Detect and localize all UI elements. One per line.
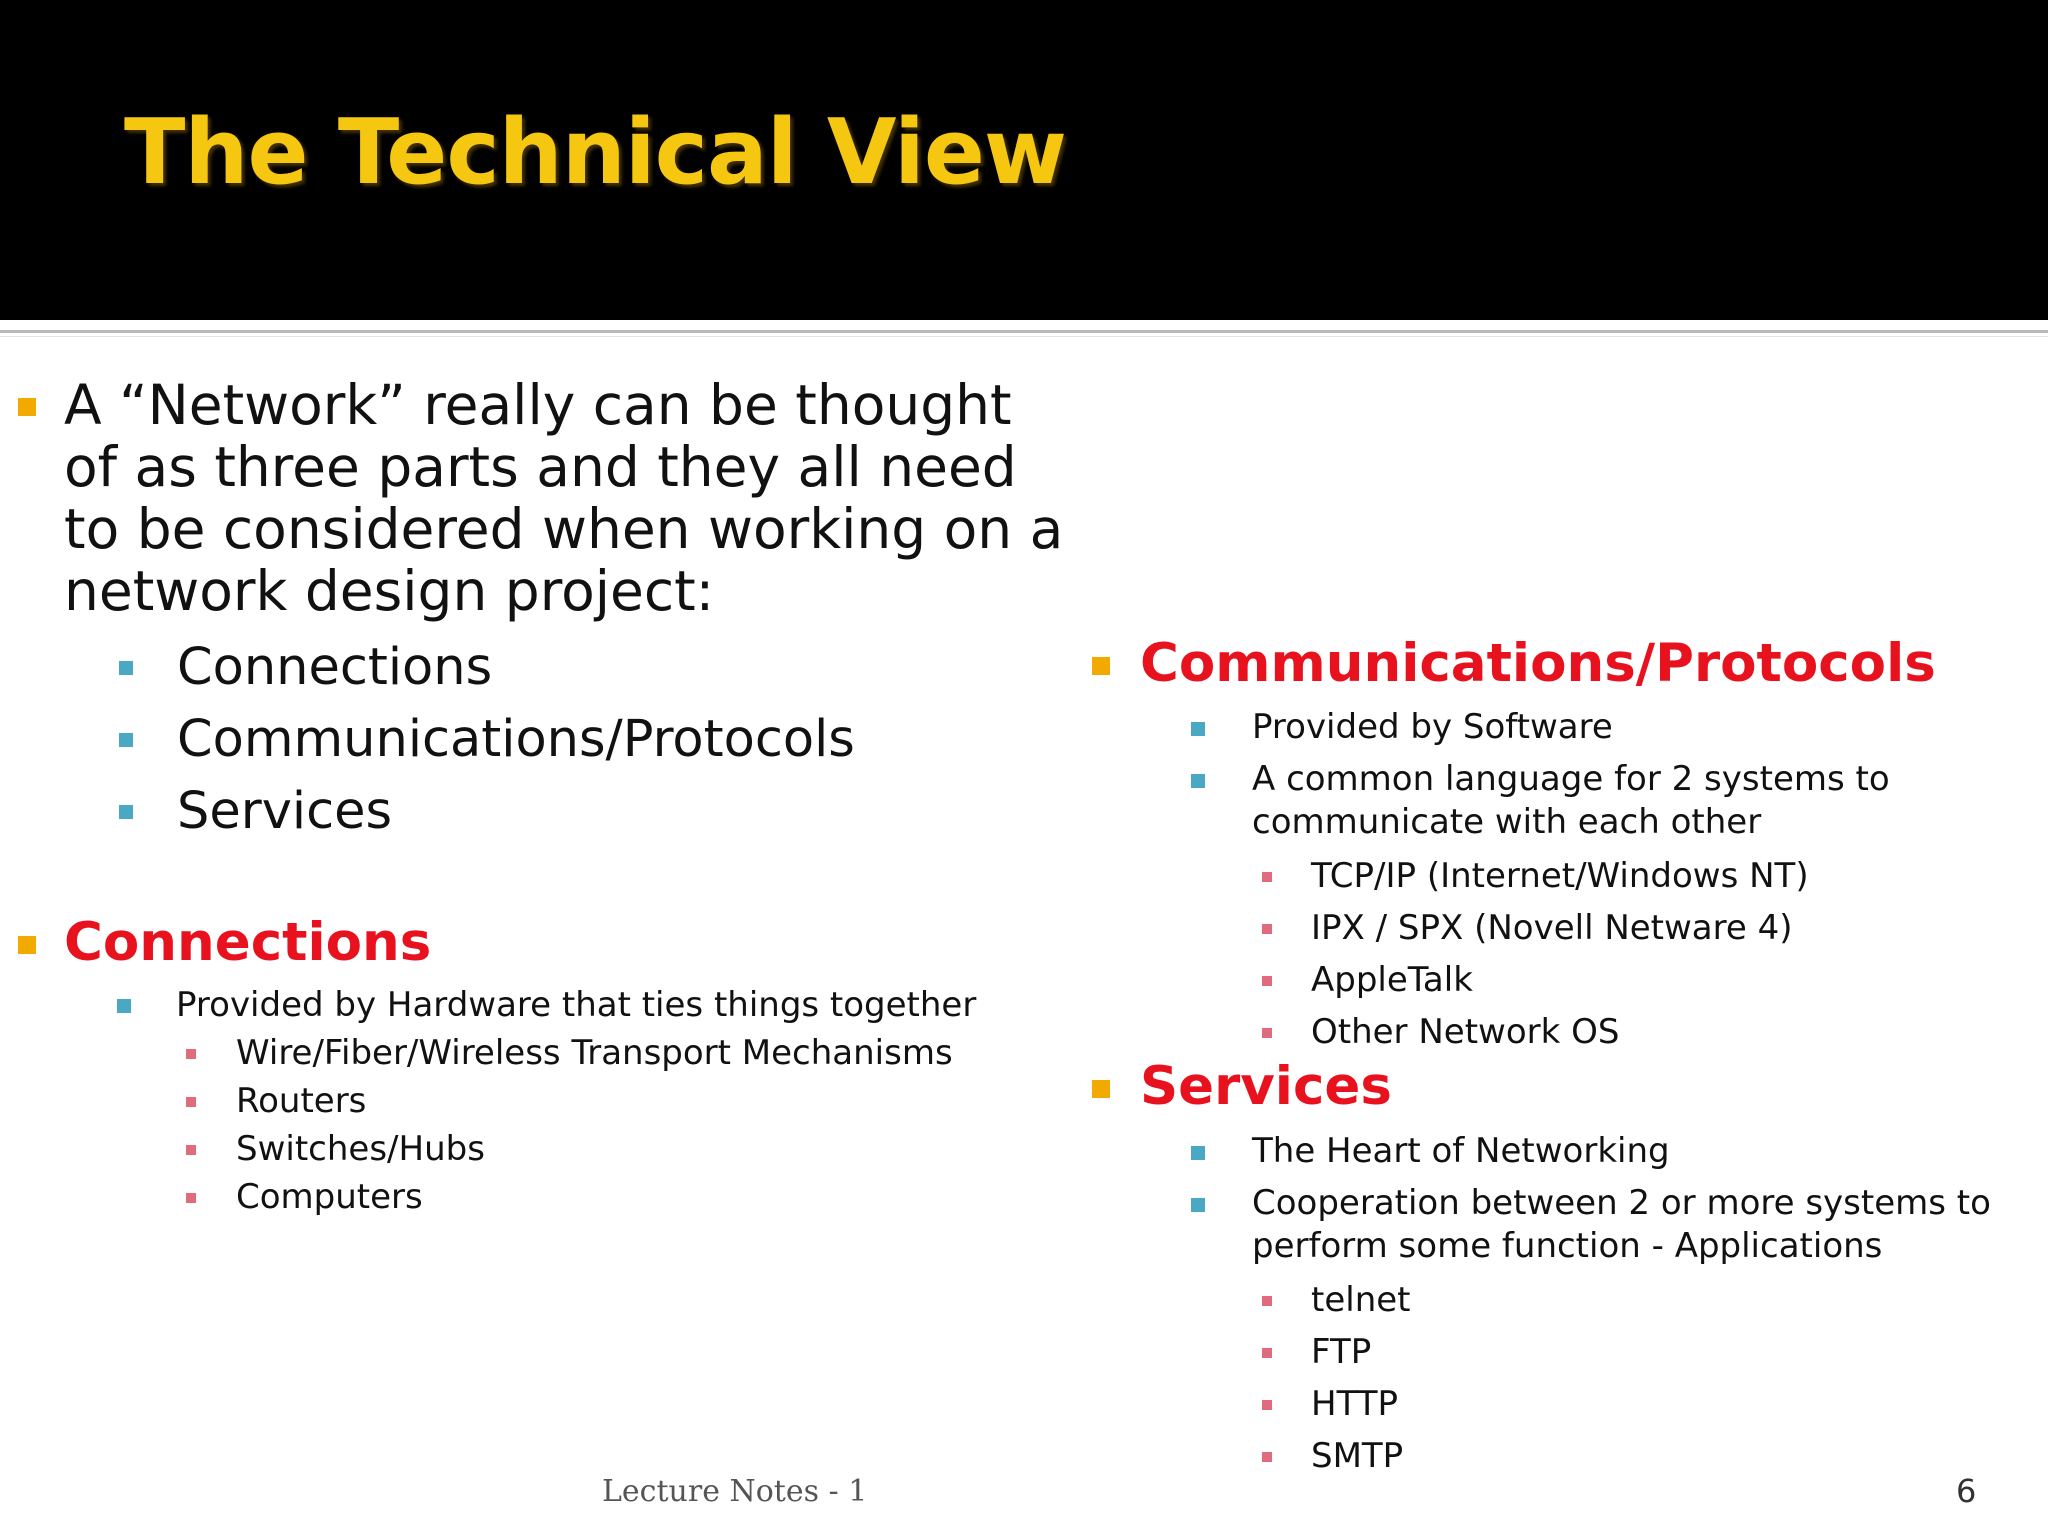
bullet-icon	[1262, 976, 1272, 986]
services-point: Cooperation between 2 or more systems to perform some function - Applications	[1252, 1183, 1991, 1266]
connections-item: Computers	[236, 1177, 423, 1217]
communications-point: A common language for 2 systems to communicate with each other	[1252, 759, 1890, 842]
protocol-item: Other Network OS	[1311, 1012, 1620, 1052]
bullet-icon	[1262, 872, 1272, 882]
service-item: SMTP	[1311, 1436, 1404, 1476]
bullet-icon	[1262, 1452, 1272, 1462]
bullet-icon	[18, 398, 36, 416]
connections-item: Routers	[236, 1081, 367, 1121]
title-band	[0, 0, 2048, 320]
connections-item: Switches/Hubs	[236, 1129, 485, 1169]
intro-text: A “Network” really can be thought of as three parts and they all need to be considered when working on a network design project:	[64, 373, 1064, 623]
bullet-icon	[1092, 1080, 1110, 1098]
bullet-icon	[186, 1145, 196, 1155]
bullet-icon	[1262, 1348, 1272, 1358]
bullet-icon	[1191, 1198, 1205, 1212]
bullet-icon	[1262, 1296, 1272, 1306]
connections-item: Wire/Fiber/Wireless Transport Mechanisms	[236, 1033, 953, 1073]
title-divider	[0, 330, 2048, 333]
bullet-icon	[1262, 1028, 1272, 1038]
intro-item-connections: Connections	[177, 638, 493, 697]
bullet-icon	[18, 936, 36, 954]
communications-heading: Communications/Protocols	[1140, 633, 1936, 694]
bullet-icon	[1262, 1400, 1272, 1410]
slide-title: The Technical View	[124, 100, 1067, 205]
protocol-item: IPX / SPX (Novell Netware 4)	[1311, 908, 1793, 948]
footer-label: Lecture Notes - 1	[602, 1474, 868, 1509]
bullet-icon	[1191, 1146, 1205, 1160]
bullet-icon	[1191, 722, 1205, 736]
page-number: 6	[1956, 1472, 1977, 1510]
connections-description: Provided by Hardware that ties things together	[176, 985, 977, 1025]
bullet-icon	[186, 1193, 196, 1203]
bullet-icon	[119, 661, 133, 675]
protocol-item: AppleTalk	[1311, 960, 1473, 1000]
intro-item-services: Services	[177, 782, 393, 841]
bullet-icon	[119, 733, 133, 747]
bullet-icon	[117, 999, 131, 1013]
service-item: HTTP	[1311, 1384, 1399, 1424]
bullet-icon	[1092, 657, 1110, 675]
communications-point: Provided by Software	[1252, 707, 1613, 747]
bullet-icon	[1191, 774, 1205, 788]
protocol-item: TCP/IP (Internet/Windows NT)	[1311, 856, 1809, 896]
bullet-icon	[119, 805, 133, 819]
intro-item-communications: Communications/Protocols	[177, 710, 855, 769]
bullet-icon	[186, 1049, 196, 1059]
services-heading: Services	[1140, 1056, 1392, 1117]
services-point: The Heart of Networking	[1252, 1131, 1670, 1171]
title-divider-shadow	[0, 336, 2048, 337]
connections-heading: Connections	[64, 912, 432, 973]
bullet-icon	[186, 1097, 196, 1107]
service-item: FTP	[1311, 1332, 1372, 1372]
service-item: telnet	[1311, 1280, 1411, 1320]
bullet-icon	[1262, 924, 1272, 934]
